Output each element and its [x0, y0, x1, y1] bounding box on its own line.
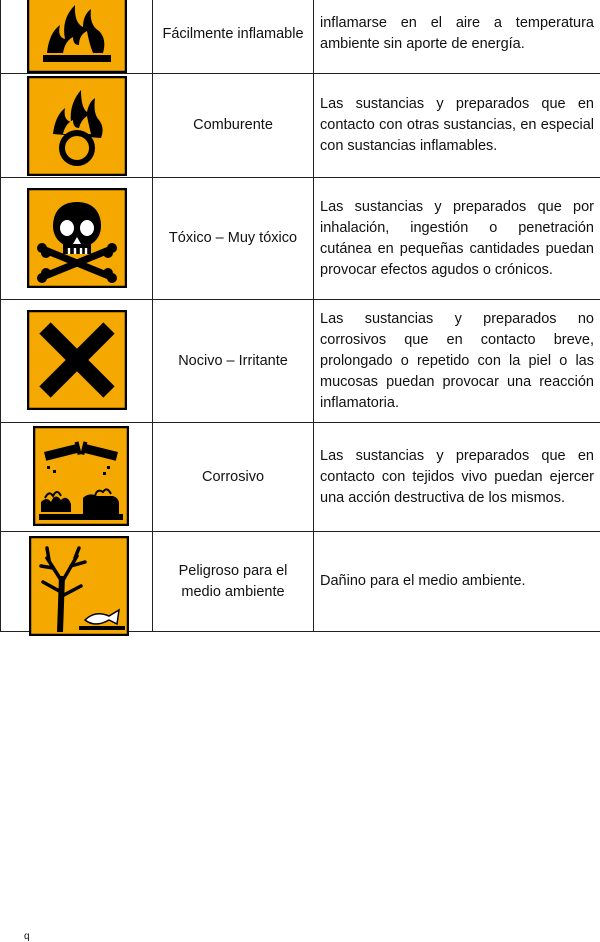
hazard-name: Comburente — [153, 74, 314, 178]
hazard-name: Nocivo – Irritante — [153, 300, 314, 423]
table-row — [1, 178, 600, 300]
table-row — [1, 0, 600, 74]
dead-tree-fish-icon — [29, 536, 129, 636]
hazard-description: Dañino para el medio ambiente. — [314, 532, 600, 632]
symbol-cell — [1, 300, 153, 423]
table-row — [1, 300, 600, 423]
flame-icon — [27, 0, 127, 73]
hazard-description: Las sustancias y preparados que por inhalación, ingestión o penetración cutánea en pequeñas cantidades puedan provocar efectos agudos o crónicos. — [314, 178, 600, 300]
symbol-cell — [1, 178, 153, 300]
hazard-name: Corrosivo — [153, 423, 314, 532]
footnote-letter: q — [24, 932, 30, 942]
table-row — [1, 532, 600, 632]
saltire-cross-icon — [27, 310, 127, 410]
hazard-name: Fácilmente inflamable — [153, 0, 314, 74]
hazard-description: inflamarse en el aire a temperatura ambiente sin aporte de energía. — [314, 0, 600, 74]
symbol-cell — [1, 0, 153, 74]
hazard-description: Las sustancias y preparados que en contacto con otras sustancias, en especial con sustancias inflamables. — [314, 74, 600, 178]
table-row — [1, 74, 600, 178]
table-row — [1, 423, 600, 532]
corrosion-icon — [33, 426, 129, 526]
hazard-description: Las sustancias y preparados no corrosivos que en contacto breve, prolongado o repetido con la piel o las mucosas puedan provocar una reacción inflamatoria. — [314, 300, 600, 423]
skull-crossbones-icon — [27, 188, 127, 288]
hazard-name: Tóxico – Muy tóxico — [153, 178, 314, 300]
symbol-cell — [1, 532, 153, 632]
hazard-description: Las sustancias y preparados que en contacto con tejidos vivo puedan ejercer una acción destructiva de los mismos. — [314, 423, 600, 532]
symbol-cell — [1, 74, 153, 178]
hazard-name: Peligroso para el medio ambiente — [153, 532, 314, 632]
symbol-cell — [1, 423, 153, 532]
flame-over-circle-icon — [27, 76, 127, 176]
